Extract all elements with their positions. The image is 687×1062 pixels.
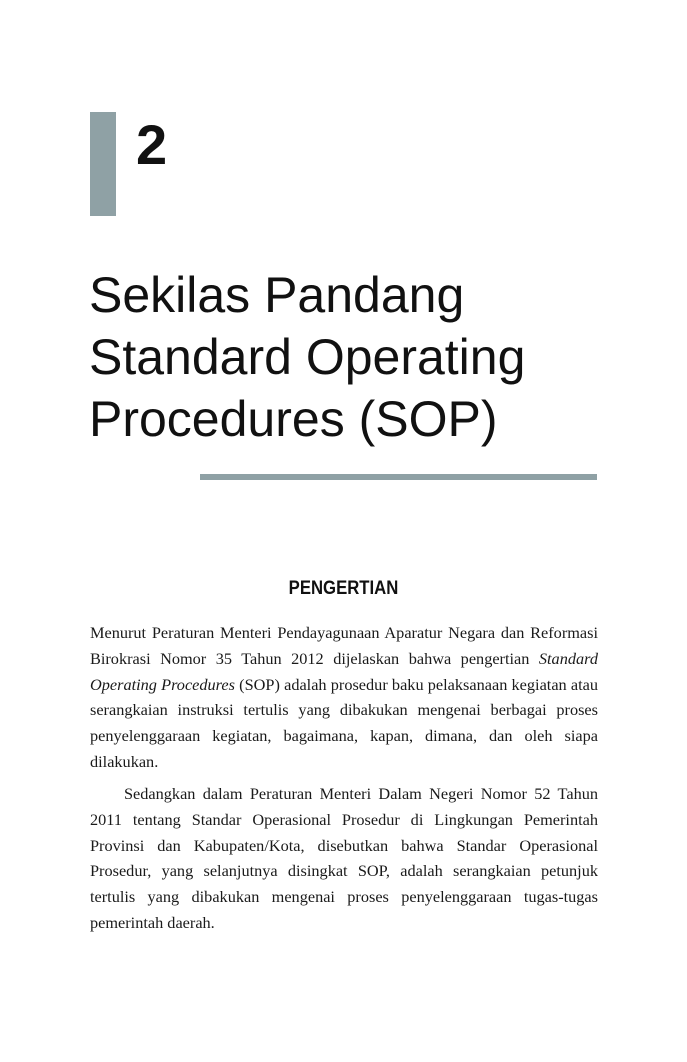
paragraph — [90, 781, 598, 936]
chapter-title — [89, 264, 649, 450]
chapter-title-line: Sekilas Pandang — [89, 267, 465, 323]
chapter-title-line: Procedures (SOP) — [89, 391, 498, 447]
paragraph-italic-term: Standard Operating Procedures — [90, 648, 598, 694]
paragraph-text: Menurut Peraturan Menteri Pendayagunaan Aparatur Negara dan Reformasi Birokrasi Nomor 35 Tahun 2012 dijelaskan bahwa pengertian — [90, 623, 598, 668]
chapter-accent-bar — [90, 112, 116, 216]
paragraph-text: Sedangkan dalam Peraturan Menteri Dalam Negeri Nomor 52 Tahun 2011 tentang Standar Operasional Prosedur di Lingkungan Pemerintah Provinsi dan Kabupaten/Kota, disebutkan bahwa Standar Operasional Prosedur, yang selanjutnya disingkat SOP, adalah serangkaian petunjuk tertulis yang dibakukan mengenai proses penyelenggaraan tugas-tugas pemerintah daerah. — [90, 784, 598, 932]
paragraph — [90, 620, 598, 775]
chapter-number: 2 — [136, 113, 168, 176]
section-heading: PENGERTIAN — [288, 578, 399, 599]
title-divider — [200, 474, 597, 480]
paragraph-text: (SOP) adalah prosedur baku pelaksanaan kegiatan atau serangkaian instruksi tertulis yang dibakukan mengenai berbagai proses penyelenggaraan kegiatan, bagaimana, kapan, dimana, dan oleh siapa dilakukan. — [90, 674, 598, 771]
chapter-title-line: Standard Operating — [89, 329, 526, 385]
